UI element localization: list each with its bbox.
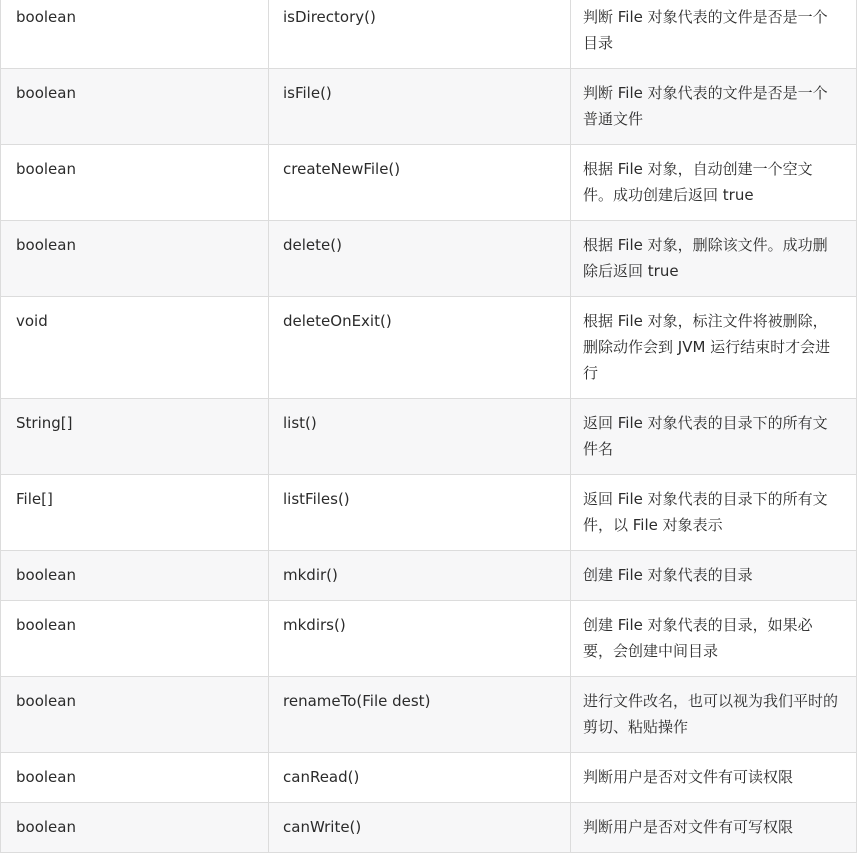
return-type-cell: boolean [1,0,269,69]
description-cell: 判断 File 对象代表的文件是否是一个目录 [571,0,857,69]
return-type-cell: boolean [1,221,269,297]
table-row [1,475,857,551]
return-type-cell: boolean [1,69,269,145]
description-cell: 判断用户是否对文件有可读权限 [571,753,857,803]
description-cell: 根据 File 对象，自动创建一个空文件。成功创建后返回 true [571,145,857,221]
description-cell: 判断用户是否对文件有可写权限 [571,803,857,853]
description-cell: 创建 File 对象代表的目录 [571,551,857,601]
method-cell: delete() [269,221,571,297]
method-cell: list() [269,399,571,475]
table-row [1,297,857,399]
method-cell: deleteOnExit() [269,297,571,399]
return-type-cell: boolean [1,551,269,601]
return-type-cell: String[] [1,399,269,475]
method-cell: isDirectory() [269,0,571,69]
table-row [1,145,857,221]
description-cell: 创建 File 对象代表的目录，如果必要，会创建中间目录 [571,601,857,677]
description-cell: 根据 File 对象，删除该文件。成功删除后返回 true [571,221,857,297]
table-row [1,677,857,753]
method-cell: isFile() [269,69,571,145]
method-cell: canRead() [269,753,571,803]
description-cell: 返回 File 对象代表的目录下的所有文件名 [571,399,857,475]
method-cell: createNewFile() [269,145,571,221]
table-row [1,0,857,69]
table-row [1,803,857,853]
method-cell: mkdir() [269,551,571,601]
table-row [1,753,857,803]
table-row [1,69,857,145]
return-type-cell: boolean [1,677,269,753]
method-cell: mkdirs() [269,601,571,677]
table-row [1,601,857,677]
return-type-cell: void [1,297,269,399]
return-type-cell: File[] [1,475,269,551]
return-type-cell: boolean [1,601,269,677]
description-cell: 判断 File 对象代表的文件是否是一个普通文件 [571,69,857,145]
table-row [1,551,857,601]
return-type-cell: boolean [1,145,269,221]
table-row [1,221,857,297]
method-cell: listFiles() [269,475,571,551]
return-type-cell: boolean [1,753,269,803]
table-row [1,399,857,475]
return-type-cell: boolean [1,803,269,853]
description-cell: 根据 File 对象，标注文件将被删除，删除动作会到 JVM 运行结束时才会进行 [571,297,857,399]
method-cell: canWrite() [269,803,571,853]
description-cell: 进行文件改名，也可以视为我们平时的剪切、粘贴操作 [571,677,857,753]
description-cell: 返回 File 对象代表的目录下的所有文件，以 File 对象表示 [571,475,857,551]
method-cell: renameTo(File dest) [269,677,571,753]
